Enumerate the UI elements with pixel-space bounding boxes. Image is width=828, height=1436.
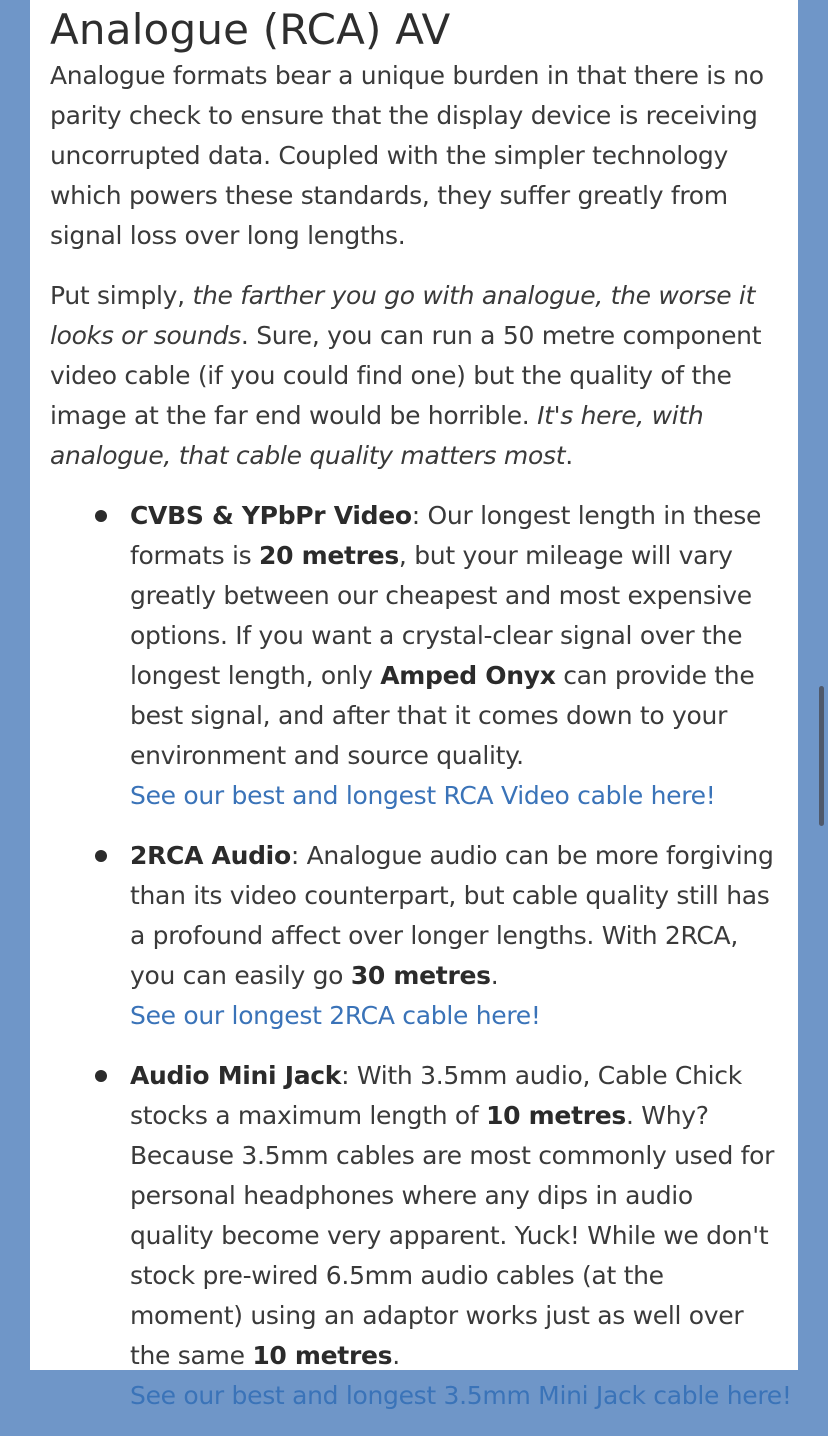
bullet-icon [95, 850, 107, 862]
page-scrollbar[interactable] [819, 686, 824, 826]
summary-emphasis-1: the farther you go with analogue, the worse it looks or sounds [50, 281, 756, 350]
item-bold: 30 metres [350, 961, 491, 990]
article-card [30, 0, 798, 1410]
item-label: CVBS & YPbPr Video [130, 501, 412, 530]
item-bold: 10 metres [252, 1341, 393, 1370]
item-text: can provide the best signal, and after that it comes down to your environment and source quality. [130, 661, 755, 770]
summary-text-start: Put simply, [50, 281, 193, 310]
item-text: . [490, 961, 499, 990]
item-text: : Analogue audio can be more forgiving than its video counterpart, but cable quality still has a profound affect over longer lengths. With 2RCA, you can easily go [130, 841, 774, 990]
bullet-icon [95, 510, 107, 522]
list-item-2rca-audio [50, 836, 775, 1036]
list-item-video [50, 496, 775, 816]
item-label: 2RCA Audio [130, 841, 291, 870]
item-text: : With 3.5mm audio, Cable Chick stocks a maximum length of [130, 1061, 742, 1130]
item-text: . Why? Because 3.5mm cables are most commonly used for personal headphones where any dips in audio quality become very apparent. Yuck! While we don't stock pre-wired 6.5mm audio cables (at the moment) using an adaptor works just as well over the same [130, 1101, 775, 1370]
item-bold: Amped Onyx [380, 661, 556, 690]
item-text: , but your mileage will vary greatly between our cheapest and most expensive options. If you want a crystal-clear signal over the longest length, only [130, 541, 752, 690]
item-label: Audio Mini Jack [130, 1061, 342, 1090]
summary-paragraph [50, 276, 780, 476]
item-text: : Our longest length in these formats is [130, 501, 762, 570]
format-list [50, 496, 792, 1436]
summary-text-mid: . Sure, you can run a 50 metre component video cable (if you could find one) but the quality of the image at the far end would be horrible. [50, 321, 762, 430]
mini-jack-cable-link[interactable]: See our best and longest 3.5mm Mini Jack cable here! [130, 1381, 792, 1410]
rca-video-cable-link[interactable]: See our best and longest RCA Video cable here! [130, 781, 716, 810]
summary-text-end: . [565, 441, 573, 470]
2rca-cable-link[interactable]: See our longest 2RCA cable here! [130, 1001, 541, 1030]
intro-paragraph: Analogue formats bear a unique burden in that there is no parity check to ensure that the display device is receiving uncorrupted data. Coupled with the simpler technology which powers these standards, they suffer greatly from signal loss over long lengths. [50, 61, 764, 250]
list-item-mini-jack [50, 1056, 792, 1416]
bullet-icon [95, 1070, 107, 1082]
item-text: . [392, 1341, 400, 1370]
summary-emphasis-2: It's here, with analogue, that cable quality matters most [50, 401, 704, 470]
item-bold: 20 metres [259, 541, 399, 570]
item-bold: 10 metres [486, 1101, 626, 1130]
section-heading: Analogue (RCA) AV [50, 5, 451, 54]
